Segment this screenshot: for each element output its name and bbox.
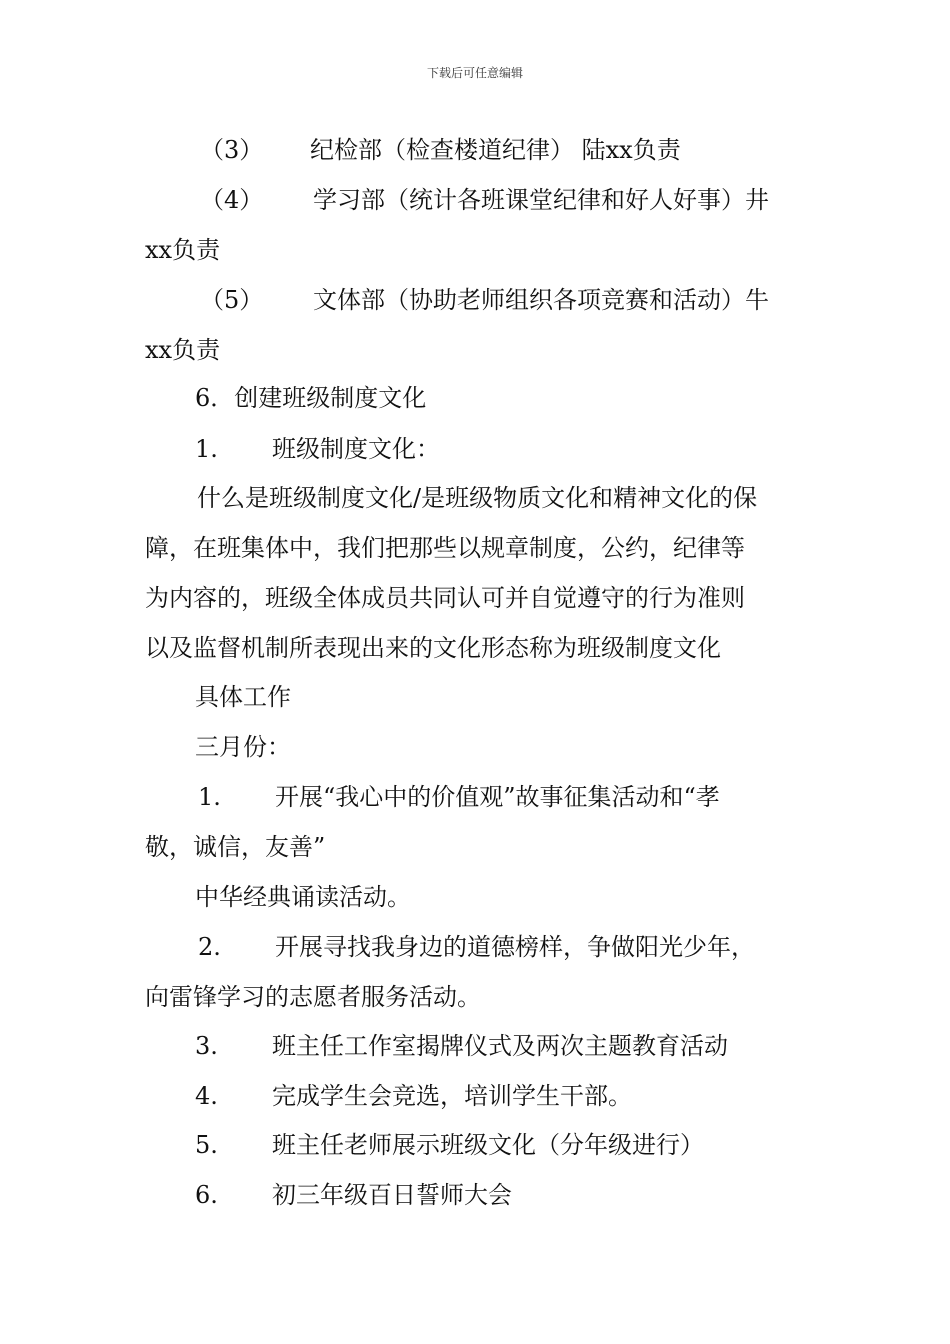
- paragraph-text: 以及监督机制所表现出来的文化形态称为班级制度文化: [145, 634, 721, 662]
- item-text-cont: 向雷锋学习的志愿者服务活动。: [145, 983, 481, 1011]
- item-text-cont: 敬，诚信，友善”: [145, 833, 326, 861]
- paragraph-text: 为内容的，班级全体成员共同认可并自觉遵守的行为准则: [145, 584, 745, 612]
- item-number: 6.: [195, 1181, 218, 1209]
- section-number: （4）: [200, 186, 264, 214]
- item-extra-text: 中华经典诵读活动。: [195, 883, 411, 911]
- section-text-cont: xx负责: [145, 336, 221, 364]
- item-text: 开展“我心中的价值观”故事征集活动和“孝: [275, 783, 720, 811]
- section-text: 纪检部（检查楼道纪律） 陆xx负责: [310, 136, 681, 164]
- section-text: 文体部（协助老师组织各项竞赛和活动）牛: [313, 286, 769, 314]
- paragraph-text: 障，在班集体中，我们把那些以规章制度，公约，纪律等: [145, 534, 745, 562]
- item-number: 4.: [195, 1082, 218, 1110]
- item-text: 初三年级百日誓师大会: [272, 1181, 512, 1209]
- page-header: 下载后可任意编辑: [426, 66, 523, 80]
- item-text: 完成学生会竞选，培训学生干部。: [272, 1082, 632, 1110]
- heading-text: 6．创建班级制度文化: [195, 384, 427, 412]
- section-text-cont: xx负责: [145, 236, 221, 264]
- item-number: 3.: [195, 1032, 218, 1060]
- section-number: （5）: [200, 286, 264, 314]
- item-number: 2.: [198, 933, 221, 961]
- item-text: 开展寻找我身边的道德榜样，争做阳光少年，: [275, 933, 755, 961]
- sub-number: 1.: [195, 435, 218, 463]
- paragraph-text: 什么是班级制度文化/是班级物质文化和精神文化的保: [197, 484, 758, 512]
- item-text: 班主任老师展示班级文化（分年级进行）: [272, 1131, 704, 1159]
- sub-text: 班级制度文化：: [272, 435, 440, 463]
- item-text: 班主任工作室揭牌仪式及两次主题教育活动: [272, 1032, 728, 1060]
- item-number: 5.: [195, 1131, 218, 1159]
- section-text: 学习部（统计各班课堂纪律和好人好事）井: [313, 186, 769, 214]
- work-title-text: 具体工作: [195, 683, 291, 711]
- section-number: （3）: [200, 136, 264, 164]
- month-text: 三月份：: [195, 733, 291, 761]
- item-number: 1.: [198, 783, 221, 811]
